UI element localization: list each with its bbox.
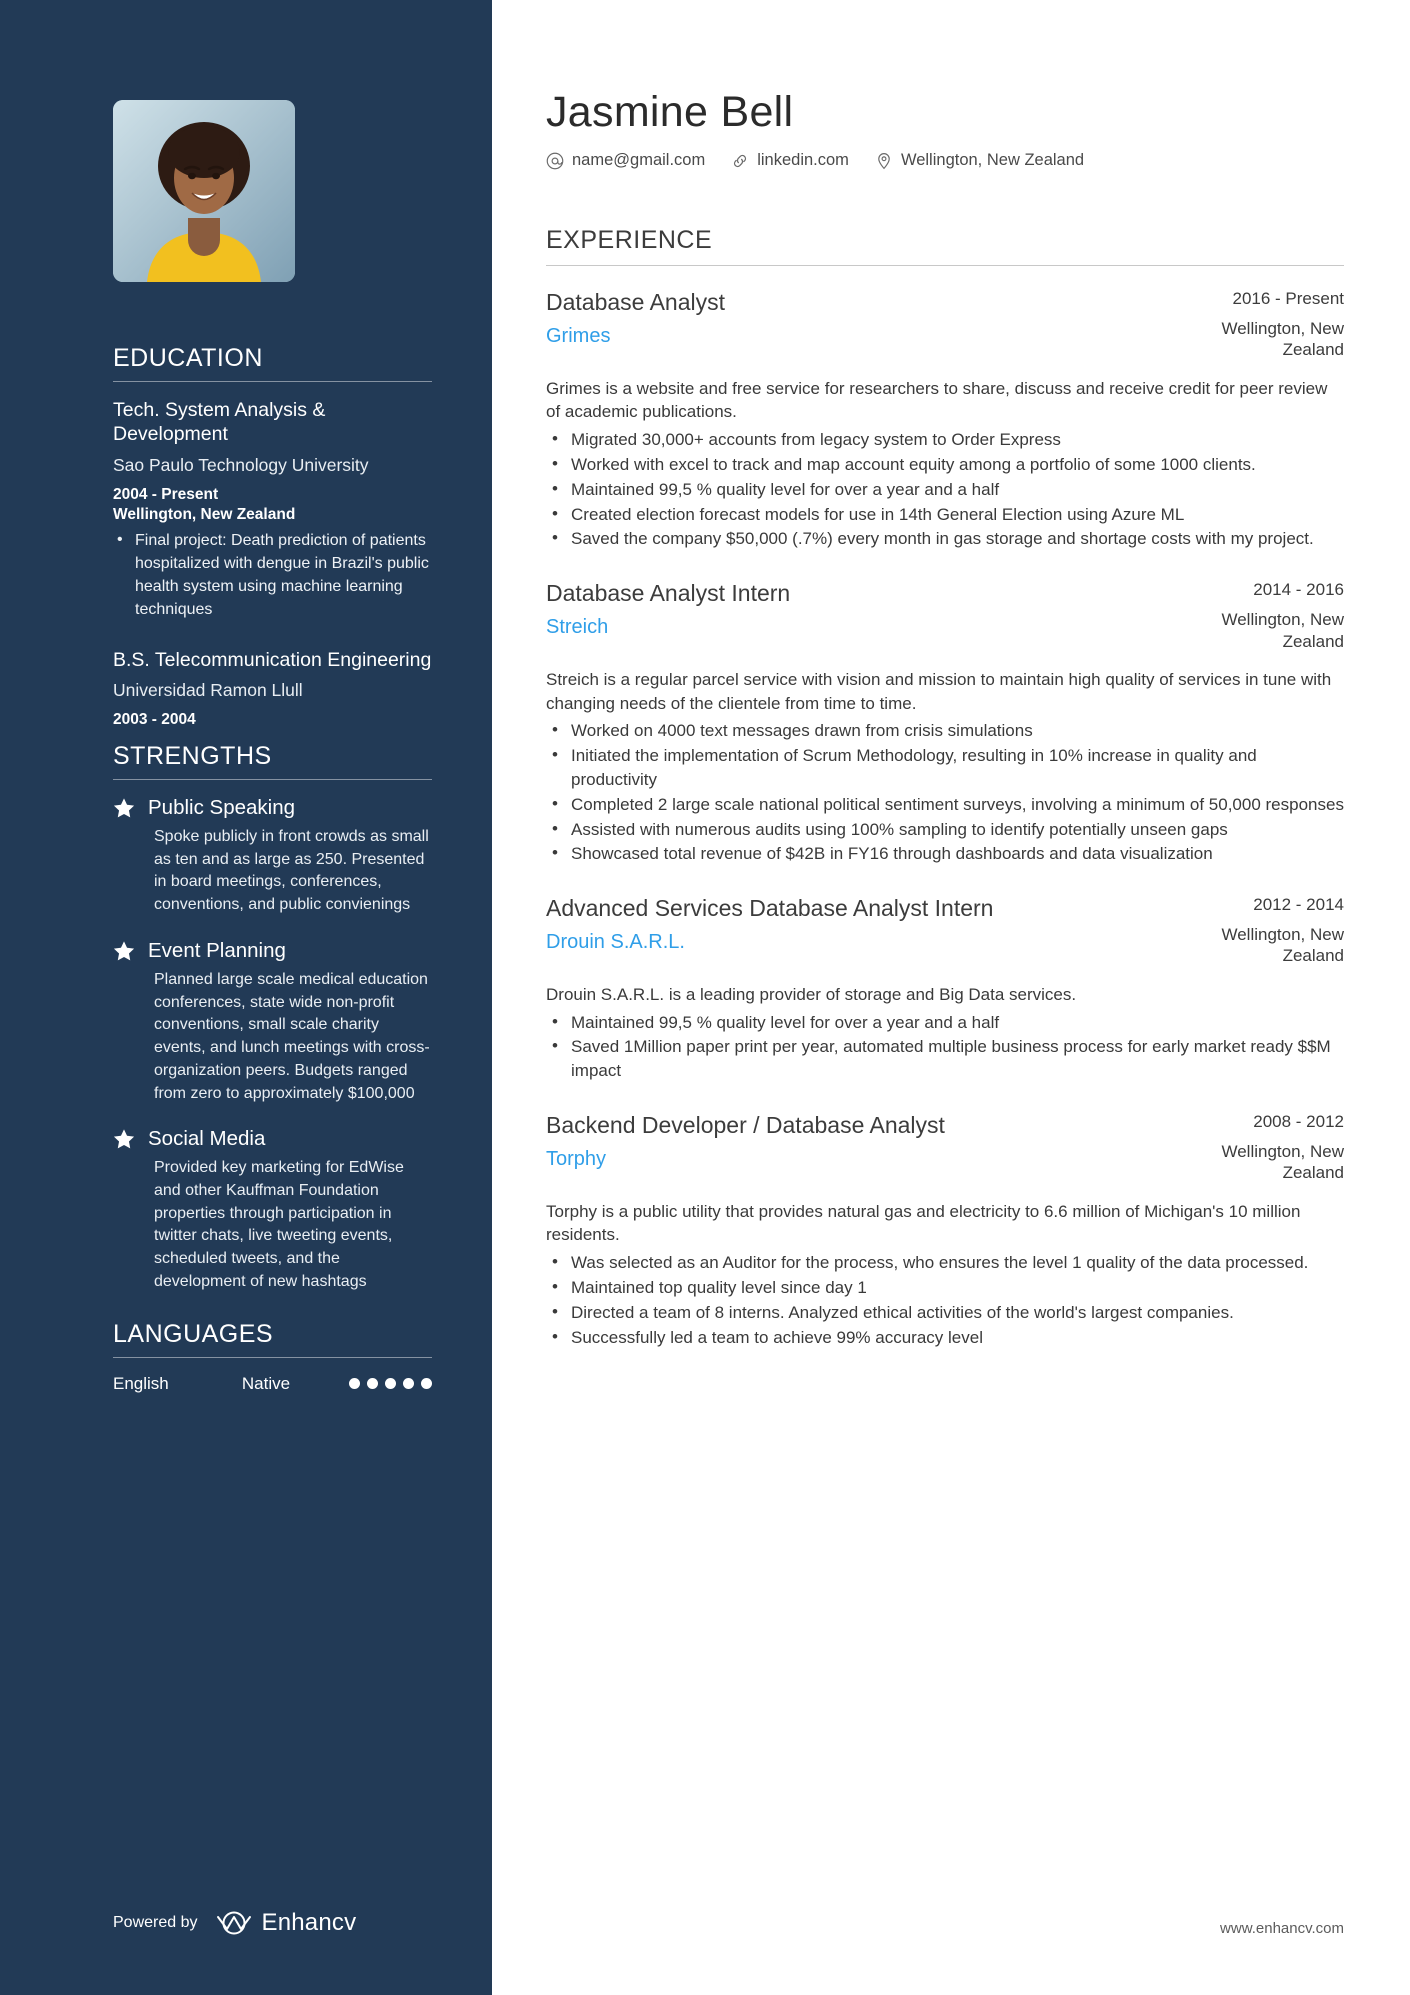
- job-company[interactable]: Streich: [546, 615, 609, 638]
- rating-dot: [349, 1378, 360, 1389]
- job-title: Backend Developer / Database Analyst: [546, 1111, 945, 1138]
- strength-description: Planned large scale medical education conferences, state wide non-profit conventions, small scale charity events, and lunch meetings with cross-organization peers. Budgets ranged from zero to approximately $100,000: [154, 970, 430, 1102]
- job-title: Advanced Services Database Analyst Intern: [546, 895, 994, 922]
- strength-item: [113, 939, 432, 1105]
- enhancv-brand: [215, 1909, 357, 1937]
- link-icon: [731, 152, 749, 170]
- rating-dot: [367, 1378, 378, 1389]
- job-bullet: • Worked on 4000 text messages drawn from crisis simulations: [546, 719, 1344, 743]
- strength-item: [113, 1127, 432, 1293]
- language-name: English: [113, 1373, 169, 1393]
- strength-name: Event Planning: [148, 938, 286, 962]
- job-bullets: [546, 719, 1344, 866]
- job-title: Database Analyst Intern: [546, 580, 791, 607]
- enhancv-brand-name: Enhancv: [261, 1909, 357, 1936]
- job-location: Wellington, New Zealand: [1221, 319, 1344, 360]
- contact-location-text: Wellington, New Zealand: [900, 151, 1085, 169]
- job-bullet: • Maintained 99,5 % quality level for over a year and a half: [546, 1011, 1344, 1035]
- job-company[interactable]: Torphy: [546, 1147, 607, 1170]
- job-dates: 2014 - 2016: [1253, 580, 1344, 600]
- powered-by-label: Powered by: [113, 1914, 198, 1931]
- star-icon: [113, 1128, 135, 1150]
- job-bullet: • Directed a team of 8 interns. Analyzed ethical activities of the world's largest companies.: [546, 1301, 1344, 1325]
- strength-description: Provided key marketing for EdWise and other Kauffman Foundation properties through participation in twitter chats, live tweeting events, scheduled tweets, and the development of new hashtags: [154, 1159, 404, 1290]
- job-location: Wellington, New Zealand: [1221, 925, 1344, 966]
- job-location: Wellington, New Zealand: [1221, 1142, 1344, 1183]
- experience-item: [546, 894, 1344, 1083]
- education-dates: 2004 - Present: [113, 485, 219, 503]
- job-bullet: • Maintained 99,5 % quality level for over a year and a half: [546, 478, 1344, 502]
- star-icon: [113, 797, 135, 819]
- job-bullet: • Initiated the implementation of Scrum Methodology, resulting in 10% increase in quality and productivity: [546, 744, 1344, 792]
- job-bullet: • Worked with excel to track and map account equity among a portfolio of some 1000 clients.: [546, 453, 1344, 477]
- contact-location: [875, 151, 1084, 170]
- job-bullet: • Successfully led a team to achieve 99% accuracy level: [546, 1326, 1344, 1350]
- education-item: [113, 648, 432, 730]
- job-bullet: • Created election forecast models for use in 14th General Election using Azure ML: [546, 503, 1344, 527]
- languages-section: [113, 1320, 432, 1394]
- enhancv-logo-icon: [215, 1911, 253, 1935]
- education-degree: B.S. Telecommunication Engineering: [113, 648, 432, 671]
- job-company[interactable]: Grimes: [546, 324, 611, 347]
- footer-website[interactable]: www.enhancv.com: [1220, 1920, 1344, 1937]
- job-bullet: • Was selected as an Auditor for the process, who ensures the level 1 quality of the data processed.: [546, 1251, 1344, 1275]
- job-bullet: • Showcased total revenue of $42B in FY16 through dashboards and data visualization: [546, 842, 1344, 866]
- job-location: Wellington, New Zealand: [1221, 610, 1344, 651]
- contact-link[interactable]: [731, 151, 849, 170]
- job-bullet: • Completed 2 large scale national political sentiment surveys, involving a minimum of 50,000 responses: [546, 793, 1344, 817]
- education-bullets: [113, 529, 432, 622]
- education-degree: Tech. System Analysis & Development: [113, 399, 326, 446]
- experience-title: EXPERIENCE: [546, 226, 1344, 266]
- job-dates: 2016 - Present: [1232, 289, 1344, 308]
- language-rating-dots: [349, 1378, 432, 1389]
- strengths-title: STRENGTHS: [113, 742, 432, 780]
- job-bullets: [546, 1251, 1344, 1349]
- main-content: [492, 0, 1410, 1995]
- contact-email[interactable]: [546, 151, 705, 170]
- job-title: Database Analyst: [546, 289, 726, 315]
- page-title: Jasmine Bell: [546, 88, 794, 136]
- job-description: Drouin S.A.R.L. is a leading provider of storage and Big Data services.: [546, 984, 1077, 1004]
- education-title: EDUCATION: [113, 344, 432, 382]
- avatar-image: [113, 100, 295, 282]
- experience-item: [546, 579, 1344, 866]
- location-pin-icon: [875, 152, 893, 170]
- experience-item: [546, 288, 1344, 551]
- job-description: Torphy is a public utility that provides natural gas and electricity to 6.6 million of Michigan's 10 million residents.: [546, 1201, 1301, 1245]
- education-item: [113, 398, 432, 622]
- language-level: Native: [241, 1373, 291, 1393]
- strength-item: [113, 796, 432, 917]
- avatar: [113, 100, 295, 282]
- languages-title: LANGUAGES: [113, 1320, 432, 1358]
- job-description: Grimes is a website and free service for researchers to share, discuss and receive credit for peer review of academic publications.: [546, 378, 1328, 422]
- job-description: Streich is a regular parcel service with vision and mission to maintain high quality of services in tune with changing needs of the clientele from time to time.: [546, 669, 1332, 713]
- education-school: Universidad Ramon Llull: [113, 680, 303, 701]
- education-bullet: • Final project: Death prediction of patients hospitalized with dengue in Brazil's public health system using machine learning techniques: [113, 529, 432, 622]
- language-row: [113, 1374, 432, 1394]
- contact-link-text: linkedin.com: [757, 151, 849, 169]
- email-icon: [546, 152, 564, 170]
- job-bullet: • Migrated 30,000+ accounts from legacy system to Order Express: [546, 428, 1344, 452]
- job-bullet: • Saved 1Million paper print per year, automated multiple business process for early market ready $$M impact: [546, 1035, 1344, 1083]
- rating-dot: [385, 1378, 396, 1389]
- contact-email-text: name@gmail.com: [572, 151, 706, 169]
- job-bullets: [546, 1011, 1344, 1083]
- job-dates: 2012 - 2014: [1253, 895, 1344, 915]
- strength-name: Social Media: [148, 1127, 266, 1151]
- strengths-section: [113, 742, 432, 1294]
- experience-item: [546, 1111, 1344, 1349]
- rating-dot: [421, 1378, 432, 1389]
- rating-dot: [403, 1378, 414, 1389]
- education-dates: 2003 - 2004: [113, 710, 196, 728]
- job-bullet: • Saved the company $50,000 (.7%) every month in gas storage and shortage costs with my project.: [546, 527, 1344, 551]
- job-bullets: [546, 428, 1344, 551]
- job-dates: 2008 - 2012: [1253, 1111, 1344, 1131]
- education-location: Wellington, New Zealand: [113, 505, 296, 523]
- strength-name: Public Speaking: [148, 796, 296, 820]
- strength-description: Spoke publicly in front crowds as small as ten and as large as 250. Presented in board meetings, conferences, conventions, and public convienings: [154, 828, 429, 914]
- contact-row: [546, 151, 1344, 170]
- star-icon: [113, 940, 135, 962]
- job-bullet: • Maintained top quality level since day 1: [546, 1276, 1344, 1300]
- education-section: [113, 344, 432, 730]
- powered-by-block: [113, 1909, 356, 1937]
- sidebar: [0, 0, 492, 1995]
- job-bullet: • Assisted with numerous audits using 100% sampling to identify potentially unseen gaps: [546, 818, 1344, 842]
- education-school: Sao Paulo Technology University: [113, 454, 369, 475]
- job-company[interactable]: Drouin S.A.R.L.: [546, 930, 685, 953]
